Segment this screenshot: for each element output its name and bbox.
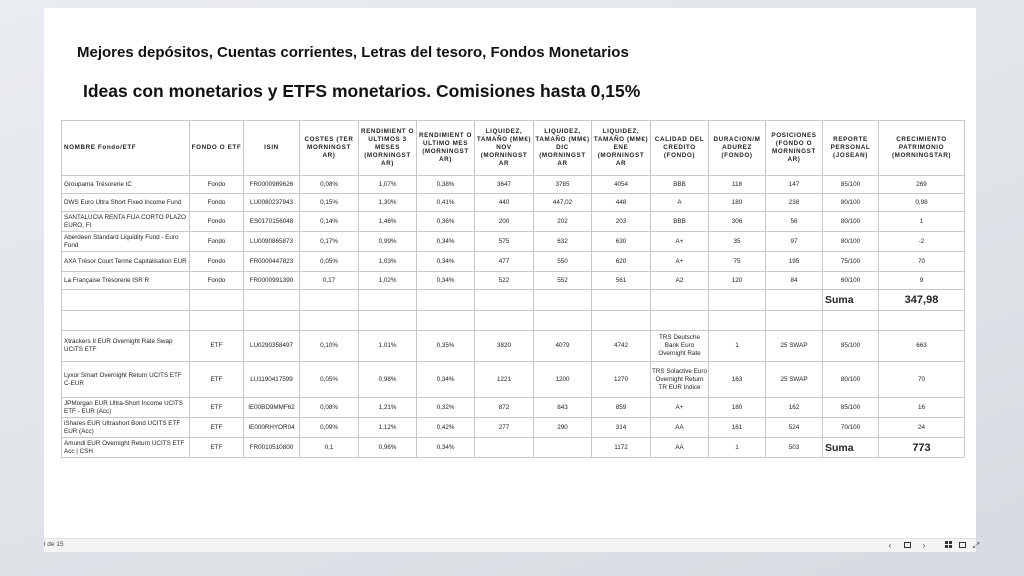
column-header: COSTES (TER MORNINGST AR) [300, 121, 359, 176]
table-cell: 147 [766, 176, 823, 194]
table-cell: 1,21% [359, 398, 417, 418]
table-cell: 477 [475, 252, 534, 272]
table-cell: 4742 [592, 331, 651, 362]
table-cell: 35 [709, 232, 766, 252]
table-cell: 1,02% [359, 272, 417, 290]
table-cell: 0,14% [300, 212, 359, 232]
blank-row [62, 311, 965, 331]
table-cell: 80/100 [823, 362, 879, 398]
slide-view-icon[interactable] [956, 540, 968, 551]
table-cell: ETF [190, 362, 244, 398]
book-icon[interactable] [901, 540, 913, 551]
table-cell: 0,36% [417, 212, 475, 232]
table-cell: 0,05% [300, 362, 359, 398]
table-cell [359, 290, 417, 311]
table-cell: Fondo [190, 252, 244, 272]
table-cell: 24 [879, 418, 965, 438]
slide [44, 8, 976, 538]
viewer-toolbar [44, 538, 980, 552]
table-cell: A+ [651, 232, 709, 252]
table-cell: 552 [534, 272, 592, 290]
table-row [62, 362, 965, 398]
table-cell: 1,07% [359, 176, 417, 194]
table-cell: TRS Solactive Euro Overnight Return TR EUR Indice [651, 362, 709, 398]
table-cell: 0,08% [300, 398, 359, 418]
table-cell: 448 [592, 194, 651, 212]
table-cell: LU0090865873 [244, 232, 300, 252]
table-cell: 162 [766, 398, 823, 418]
table-cell: 843 [534, 398, 592, 418]
table-cell: 0,10% [300, 331, 359, 362]
table-cell: -2 [879, 232, 965, 252]
table-cell: TRS Deutsche Bank Euro Overnight Rate [651, 331, 709, 362]
table-cell: 0,34% [417, 232, 475, 252]
table-cell: 1 [709, 438, 766, 458]
table-cell: 0,34% [417, 438, 475, 458]
table-cell [592, 290, 651, 311]
table-cell: FR0010510800 [244, 438, 300, 458]
sum-label: Suma [823, 438, 879, 458]
table-cell: 75/100 [823, 252, 879, 272]
table-cell: 550 [534, 252, 592, 272]
table-cell: 4054 [592, 176, 651, 194]
table-cell: AA [651, 438, 709, 458]
funds-table [61, 120, 965, 458]
column-header: DURACION/M ADUREZ (FONDO) [709, 121, 766, 176]
table-cell: 200 [475, 212, 534, 232]
table-cell [190, 290, 244, 311]
table-cell: Fondo [190, 272, 244, 290]
table-cell: A+ [651, 398, 709, 418]
table-cell [62, 290, 190, 311]
sum-row [62, 290, 965, 311]
table-cell: 70/100 [823, 418, 879, 438]
slide-title: Mejores depósitos, Cuentas corrientes, Letras del tesoro, Fondos Monetarios [77, 44, 629, 61]
column-header: REPORTE PERSONAL (JOSEAN) [823, 121, 879, 176]
table-cell: 0,98% [359, 362, 417, 398]
table-cell: 70 [879, 252, 965, 272]
table-cell: 306 [709, 212, 766, 232]
table-cell: 180 [709, 194, 766, 212]
table-cell: 277 [475, 418, 534, 438]
column-header: FONDO O ETF [190, 121, 244, 176]
table-cell: 0,09% [300, 418, 359, 438]
sum-value: 347,98 [879, 290, 965, 311]
table-cell [766, 290, 823, 311]
fund-name-cell: DWS Euro Ultra Short Fixed Income Fund [62, 194, 190, 212]
fund-name-cell: AXA Trésor Court Terme Capitalisation EUR [62, 252, 190, 272]
fund-name-cell: Groupama Trésorerie IC [62, 176, 190, 194]
fund-name-cell: Amundi EUR Overnight Return UCITS ETF Acc | CSH [62, 438, 190, 458]
table-cell: 1 [879, 212, 965, 232]
table-cell [300, 311, 359, 331]
table-cell: 3785 [534, 176, 592, 194]
column-header: POSICIONES (FONDO O MORNINGST AR) [766, 121, 823, 176]
table-cell [709, 311, 766, 331]
table-cell: BBB [651, 176, 709, 194]
table-cell: 872 [475, 398, 534, 418]
column-header: LIQUIDEZ, TAMAÑO (MM€) ENE (MORNINGST AR [592, 121, 651, 176]
table-cell: 9 [879, 272, 965, 290]
table-cell: 314 [592, 418, 651, 438]
table-cell: ETF [190, 398, 244, 418]
table-cell [823, 311, 879, 331]
table-cell: 0,42% [417, 418, 475, 438]
table-cell: 0,38% [417, 176, 475, 194]
table-cell: FR0000991390 [244, 272, 300, 290]
table-cell: 4079 [534, 331, 592, 362]
table-cell: IE000RHYOR04 [244, 418, 300, 438]
table-cell: 0,34% [417, 252, 475, 272]
table-cell: 161 [709, 418, 766, 438]
fund-name-cell: Xtrackers II EUR Overnight Rate Swap UCITS ETF [62, 331, 190, 362]
table-cell [534, 311, 592, 331]
table-row [62, 438, 965, 458]
table-cell: 522 [475, 272, 534, 290]
column-header: ISIN [244, 121, 300, 176]
table-cell [475, 290, 534, 311]
table-cell: 0,35% [417, 331, 475, 362]
table-cell: 630 [592, 232, 651, 252]
table-cell: Fondo [190, 194, 244, 212]
table-row [62, 398, 965, 418]
table-cell: LU1190417599 [244, 362, 300, 398]
fund-name-cell: iShares EUR Ultrashort Bond UCITS ETF EUR (Acc) [62, 418, 190, 438]
table-cell: 575 [475, 232, 534, 252]
table-cell: 203 [592, 212, 651, 232]
column-header: LIQUIDEZ, TAMAÑO (MM€) NOV (MORNINGST AR [475, 121, 534, 176]
table-cell: 180 [709, 398, 766, 418]
fullscreen-icon[interactable]: ⤢ [972, 541, 980, 550]
table-cell: 16 [879, 398, 965, 418]
table-cell: 85/100 [823, 331, 879, 362]
table-row [62, 194, 965, 212]
table-cell: 70 [879, 362, 965, 398]
table-cell: 859 [592, 398, 651, 418]
column-header: RENDIMIENT O ULTIMO MES (MORNINGST AR) [417, 121, 475, 176]
table-cell: 0,41% [417, 194, 475, 212]
table-row [62, 331, 965, 362]
table-cell: 561 [592, 272, 651, 290]
table-cell: 60/100 [823, 272, 879, 290]
table-cell [592, 311, 651, 331]
table-cell: 25 SWAP [766, 362, 823, 398]
column-header: LIQUIDEZ, TAMAÑO (MM€) DIC (MORNINGST AR [534, 121, 592, 176]
table-cell: ETF [190, 438, 244, 458]
table-cell: 1,30% [359, 194, 417, 212]
table-cell: A2 [651, 272, 709, 290]
table-cell: ES0170156048 [244, 212, 300, 232]
table-cell: BBB [651, 212, 709, 232]
fund-name-cell: La Française Trésorerie ISR R [62, 272, 190, 290]
table-cell: 25 SWAP [766, 331, 823, 362]
table-cell [244, 311, 300, 331]
column-header: CRECIMIENTO PATRIMONIO (MORNINGSTAR) [879, 121, 965, 176]
table-cell: 0,32% [417, 398, 475, 418]
table-cell [879, 311, 965, 331]
table-cell: 80/100 [823, 194, 879, 212]
table-cell [417, 311, 475, 331]
table-cell [190, 311, 244, 331]
table-cell: 1,46% [359, 212, 417, 232]
page-indicator: l de 15 [44, 541, 64, 548]
table-cell: 663 [879, 331, 965, 362]
table-cell: Fondo [190, 176, 244, 194]
table-cell: 84 [766, 272, 823, 290]
fund-name-cell: Lyxor Smart Overnight Return UCITS ETF C-EUR [62, 362, 190, 398]
table-cell [534, 290, 592, 311]
table-cell: 0,98 [879, 194, 965, 212]
table-cell [651, 290, 709, 311]
table-cell: 290 [534, 418, 592, 438]
table-cell: LU0080237943 [244, 194, 300, 212]
grid-view-icon[interactable] [942, 540, 954, 551]
table-cell: 1200 [534, 362, 592, 398]
table-cell: 97 [766, 232, 823, 252]
table-cell: FR0000447823 [244, 252, 300, 272]
table-row [62, 232, 965, 252]
table-cell [359, 311, 417, 331]
table-cell: 118 [709, 176, 766, 194]
table-cell: 0,08% [300, 176, 359, 194]
fund-name-cell: Aberdeen Standard Liquidity Fund - Euro Fund [62, 232, 190, 252]
table-cell: 0,34% [417, 272, 475, 290]
table-cell [475, 311, 534, 331]
table-cell: 0,05% [300, 252, 359, 272]
table-cell: 202 [534, 212, 592, 232]
table-cell: 163 [709, 362, 766, 398]
table-cell: 195 [766, 252, 823, 272]
table-cell: 1,03% [359, 252, 417, 272]
table-cell: 1172 [592, 438, 651, 458]
table-cell: A+ [651, 252, 709, 272]
table-cell: 524 [766, 418, 823, 438]
table-cell: 3647 [475, 176, 534, 194]
table-cell: AA [651, 418, 709, 438]
table-cell: 0,34% [417, 362, 475, 398]
table-cell: 440 [475, 194, 534, 212]
table-cell [300, 290, 359, 311]
sum-value: 773 [879, 438, 965, 458]
table-cell [417, 290, 475, 311]
table-cell: A [651, 194, 709, 212]
table-cell [766, 311, 823, 331]
table-row [62, 418, 965, 438]
table-cell: 0,17 [300, 272, 359, 290]
table-cell: 1,12% [359, 418, 417, 438]
table-cell: IE00BD9MMF62 [244, 398, 300, 418]
table-row [62, 252, 965, 272]
column-header: RENDIMIENT O ULTIMOS 3 MESES (MORNINGST AR) [359, 121, 417, 176]
chevron-left-icon[interactable]: ‹ [888, 541, 892, 550]
table-cell [62, 311, 190, 331]
table-cell: 1270 [592, 362, 651, 398]
table-row [62, 212, 965, 232]
table-cell: 3820 [475, 331, 534, 362]
table-cell: 85/100 [823, 398, 879, 418]
table-cell: 503 [766, 438, 823, 458]
table-cell: Fondo [190, 212, 244, 232]
table-cell [709, 290, 766, 311]
table-cell [244, 290, 300, 311]
table-cell: 238 [766, 194, 823, 212]
table-cell [534, 438, 592, 458]
column-header: NOMBRE Fondo/ETF [62, 121, 190, 176]
table-cell: 80/100 [823, 212, 879, 232]
table-header-row [62, 121, 965, 176]
table-cell: 0,1 [300, 438, 359, 458]
table-cell: 120 [709, 272, 766, 290]
sum-label: Suma [823, 290, 879, 311]
fund-name-cell: JPMorgan EUR Ultra-Short Income UCITS ETF - EUR (Acc) [62, 398, 190, 418]
table-cell: 1 [709, 331, 766, 362]
table-cell: 75 [709, 252, 766, 272]
table-cell: 56 [766, 212, 823, 232]
table-cell: 632 [534, 232, 592, 252]
table-cell: 620 [592, 252, 651, 272]
table-cell [651, 311, 709, 331]
fund-name-cell: SANTALUCIA RENTA FIJA CORTO PLAZO EURO, FI [62, 212, 190, 232]
chevron-right-icon[interactable]: › [922, 541, 926, 550]
table-cell: 80/100 [823, 232, 879, 252]
table-cell: ETF [190, 331, 244, 362]
table-cell [475, 438, 534, 458]
table-cell: ETF [190, 418, 244, 438]
table-cell: FR0000989626 [244, 176, 300, 194]
table-cell: 1221 [475, 362, 534, 398]
table-row [62, 176, 965, 194]
table-cell: 85/100 [823, 176, 879, 194]
table-cell: 447,02 [534, 194, 592, 212]
table-cell: 269 [879, 176, 965, 194]
column-header: CALIDAD DEL CREDITO (FONDO) [651, 121, 709, 176]
table-cell: 1,01% [359, 331, 417, 362]
table-cell: 0,99% [359, 232, 417, 252]
table-row [62, 272, 965, 290]
table-cell: 0,15% [300, 194, 359, 212]
slide-subtitle: Ideas con monetarios y ETFS monetarios. Comisiones hasta 0,15% [83, 81, 641, 101]
table-cell: 0,96% [359, 438, 417, 458]
table-cell: Fondo [190, 232, 244, 252]
table-cell: LU0290358497 [244, 331, 300, 362]
table-cell: 0,17% [300, 232, 359, 252]
